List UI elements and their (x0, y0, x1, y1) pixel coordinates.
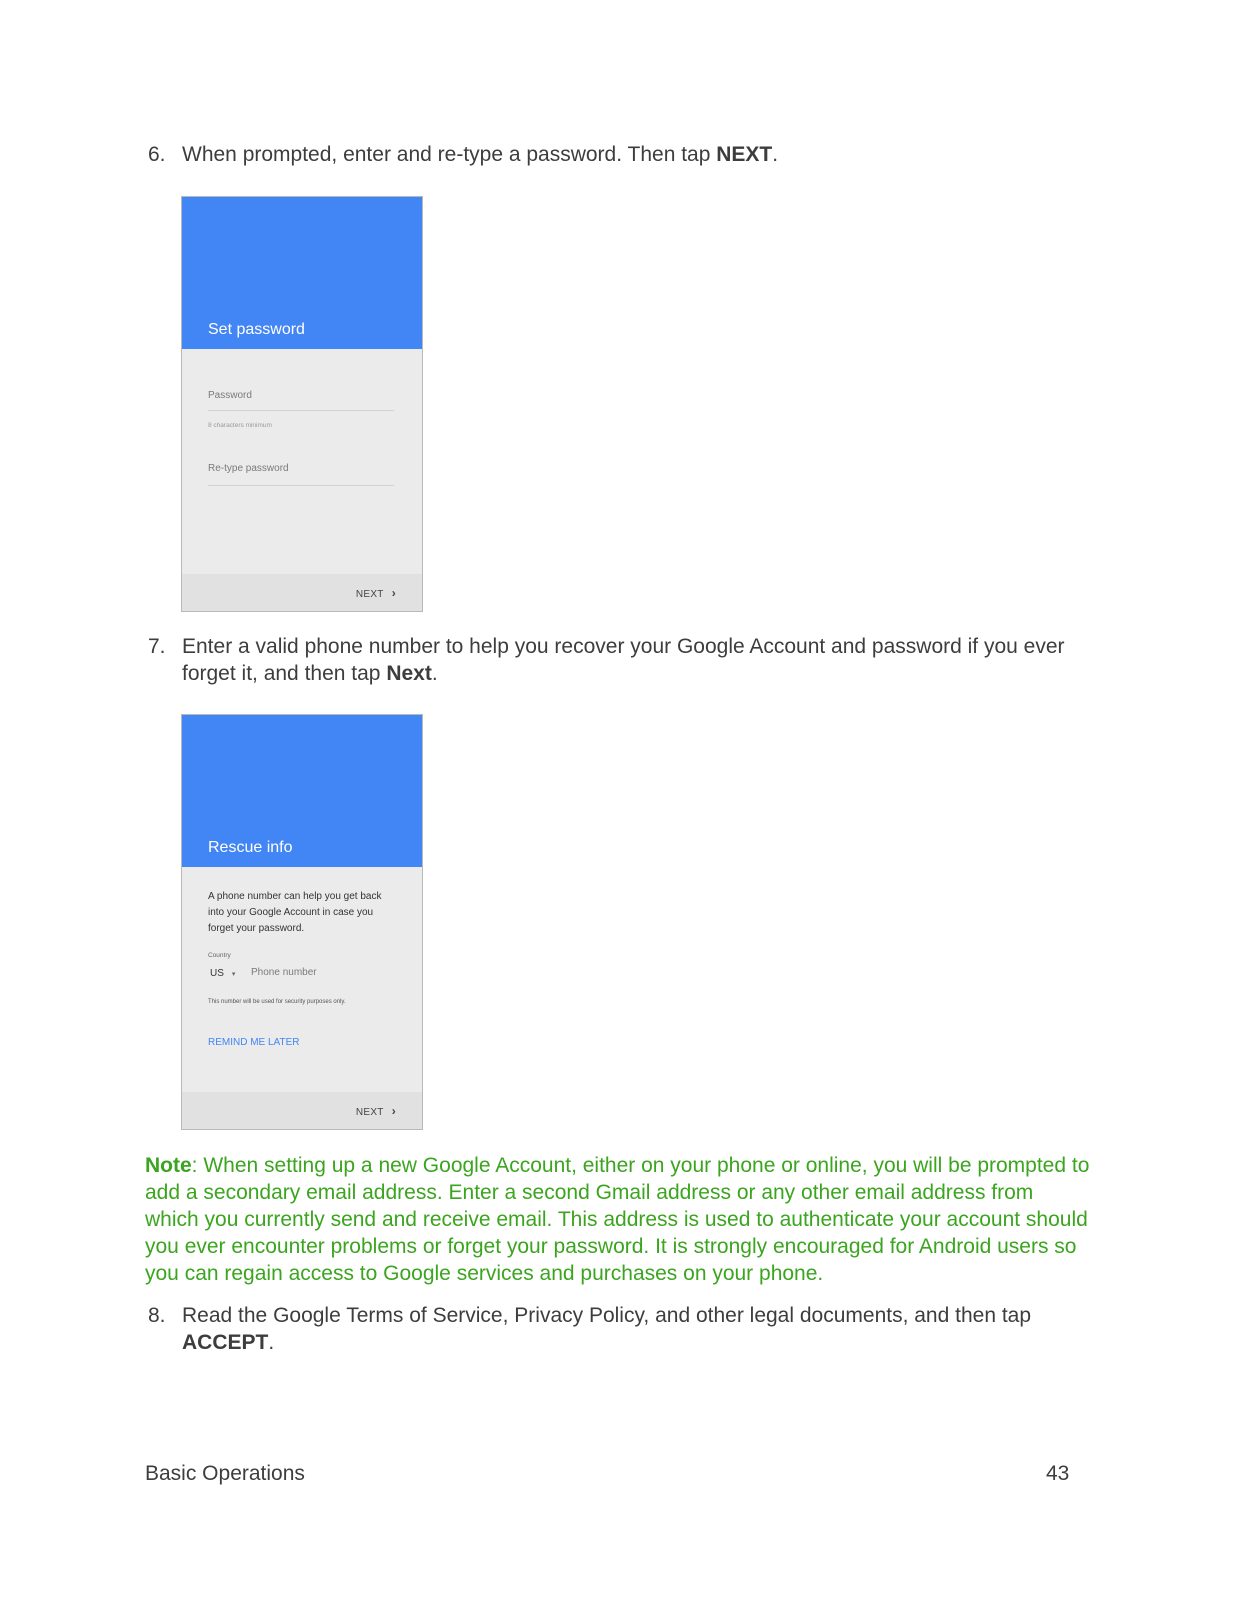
chevron-down-icon: ▾ (231, 971, 236, 978)
step-keyword: ACCEPT (182, 1331, 269, 1354)
retype-password-field[interactable] (208, 485, 394, 486)
step-text: Read the Google Terms of Service, Privacy Policy, and other legal documents, and then tap (182, 1304, 1032, 1327)
step-number: 7. (148, 635, 166, 658)
screen-title: Set password (208, 321, 305, 338)
step-8 (148, 1302, 1088, 1356)
step-punct: . (268, 1331, 275, 1354)
country-select[interactable] (210, 968, 235, 979)
bottom-bar (182, 1092, 422, 1129)
password-label: Password (208, 390, 252, 401)
step-punct: . (431, 662, 438, 685)
footer-section-title: Basic Operations (145, 1462, 305, 1485)
security-note: This number will be used for security purposes only. (208, 999, 346, 1005)
next-label: NEXT (355, 1107, 384, 1118)
note-paragraph (145, 1152, 1090, 1287)
phone-number-input[interactable]: Phone number (251, 967, 317, 978)
country-value: US (210, 968, 224, 979)
rescue-info-screenshot (181, 714, 423, 1130)
page-number: 43 (1046, 1462, 1070, 1485)
remind-me-later-button[interactable]: REMIND ME LATER (208, 1037, 300, 1048)
country-label: Country (208, 952, 231, 959)
retype-password-label: Re-type password (208, 463, 289, 474)
step-punct: . (772, 143, 779, 166)
note-label: Note (145, 1154, 192, 1177)
step-7 (148, 633, 1088, 687)
step-6 (148, 141, 1088, 168)
bottom-bar (182, 574, 422, 611)
set-password-header (182, 197, 422, 349)
step-number: 6. (148, 143, 166, 166)
next-button[interactable] (356, 586, 396, 600)
next-label: NEXT (355, 589, 384, 600)
step-text: When prompted, enter and re-type a password. Then tap (182, 143, 717, 166)
next-button[interactable] (356, 1104, 396, 1118)
password-field[interactable] (208, 410, 394, 411)
set-password-screenshot (181, 196, 423, 612)
chevron-right-icon: › (391, 1104, 396, 1118)
password-hint: 8 characters minimum (208, 422, 272, 429)
step-number: 8. (148, 1304, 166, 1327)
note-text: : When setting up a new Google Account, either on your phone or online, you will be prompted to add a secondary email address. Enter a second Gmail address or any other email address from which you currently send and receive email. This address is used to authenticate your account should you ever encounter problems or forget your password. It is strongly encouraged for Android users so you can regain access to Google services and purchases on your phone. (145, 1154, 1090, 1285)
step-keyword: NEXT (716, 143, 773, 166)
rescue-info-header (182, 715, 422, 867)
step-keyword: Next (386, 662, 432, 685)
step-text: Enter a valid phone number to help you recover your Google Account and password if you ever forget it, and then tap (182, 635, 1065, 685)
screen-title: Rescue info (208, 839, 293, 856)
rescue-description: A phone number can help you get back into your Google Account in case you forget your password. (208, 891, 382, 934)
chevron-right-icon: › (391, 586, 396, 600)
